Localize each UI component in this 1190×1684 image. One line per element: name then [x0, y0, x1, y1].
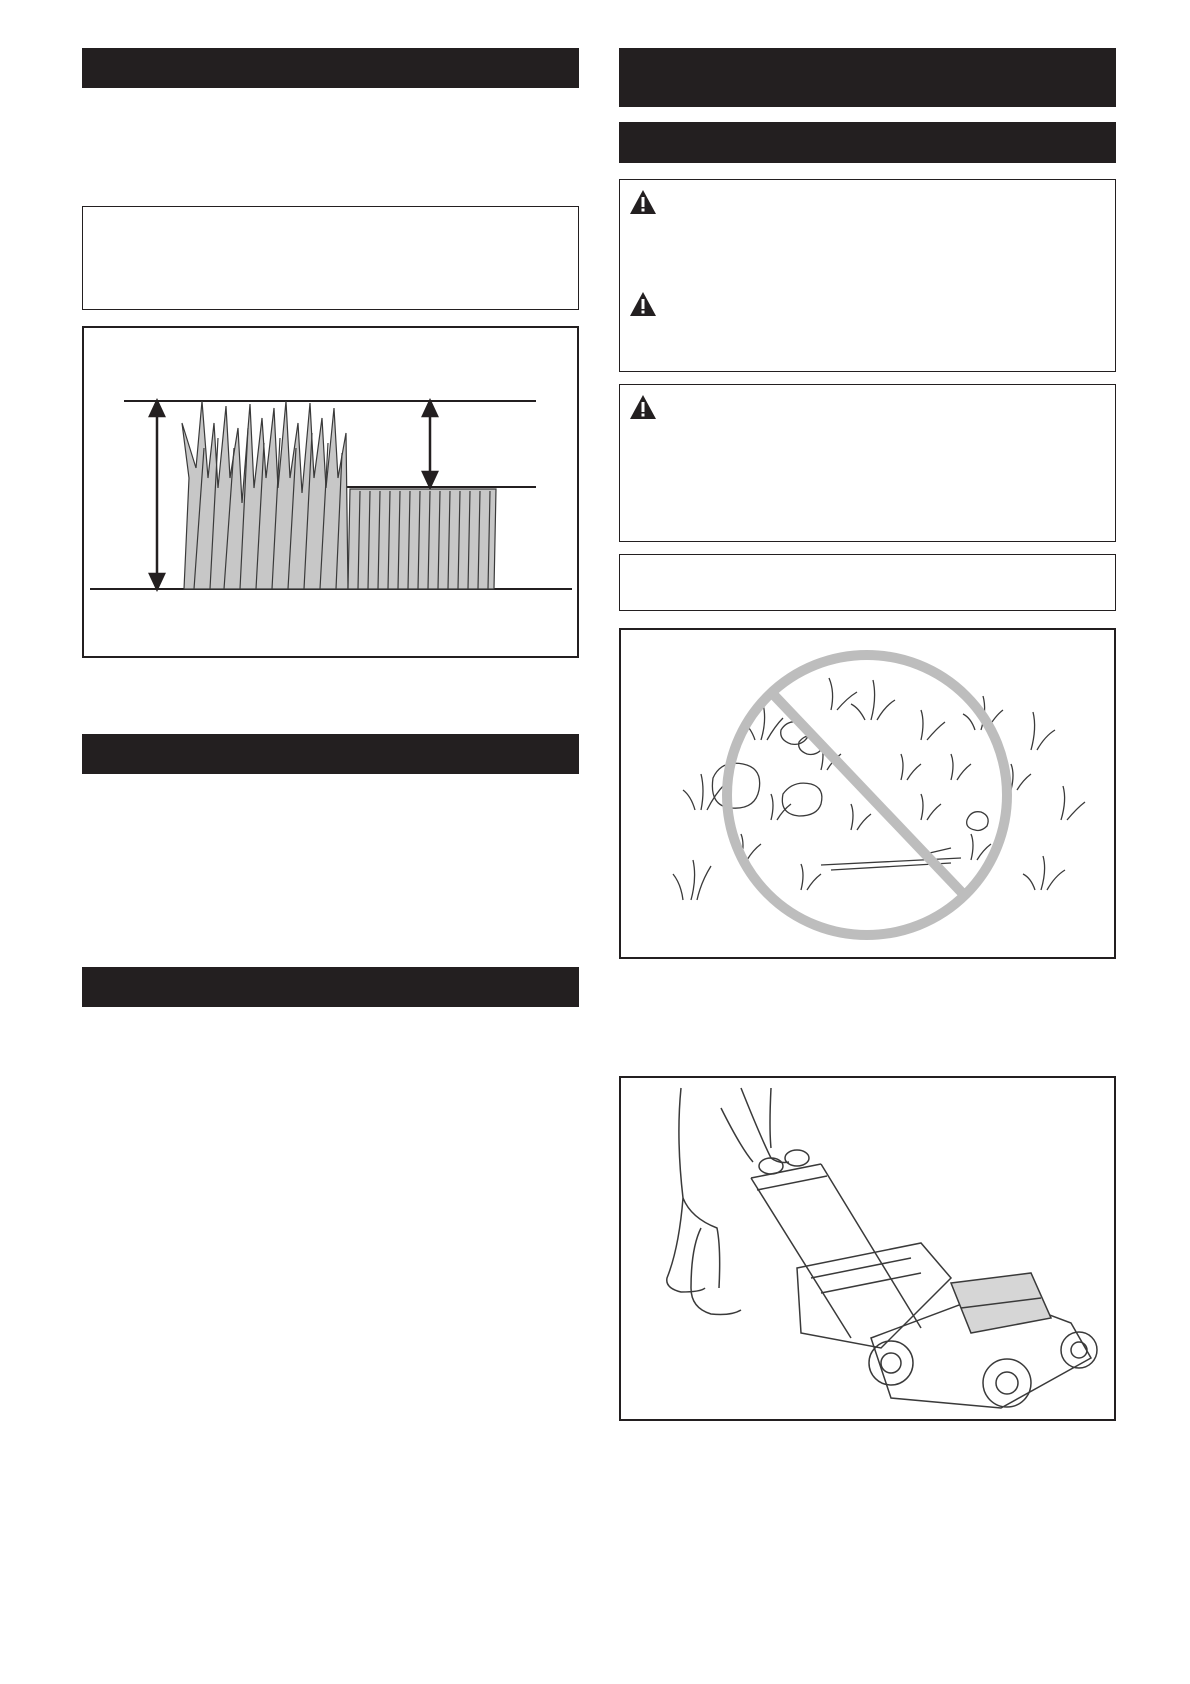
rocks-and-debris-illustration: [621, 630, 1114, 957]
section-header-bar: [82, 48, 579, 88]
warning-box: [619, 384, 1116, 542]
grass-height-figure: [82, 326, 579, 658]
note-box: [619, 554, 1116, 611]
obstacle-prohibition-figure: [619, 628, 1116, 959]
section-header-bar: [619, 122, 1116, 163]
note-box: [82, 206, 579, 310]
grass-height-illustration: [84, 328, 577, 656]
prohibition-circle-icon: [727, 655, 1007, 935]
chapter-header-bar: [619, 48, 1116, 107]
section-header-bar: [82, 967, 579, 1007]
warning-box: [619, 179, 1116, 372]
warning-triangle-icon: [629, 291, 657, 317]
operator-pushing-mower-illustration: [621, 1078, 1114, 1419]
warning-triangle-icon: [629, 394, 657, 420]
mowing-operation-figure: [619, 1076, 1116, 1421]
section-header-bar: [82, 734, 579, 774]
warning-triangle-icon: [629, 189, 657, 215]
